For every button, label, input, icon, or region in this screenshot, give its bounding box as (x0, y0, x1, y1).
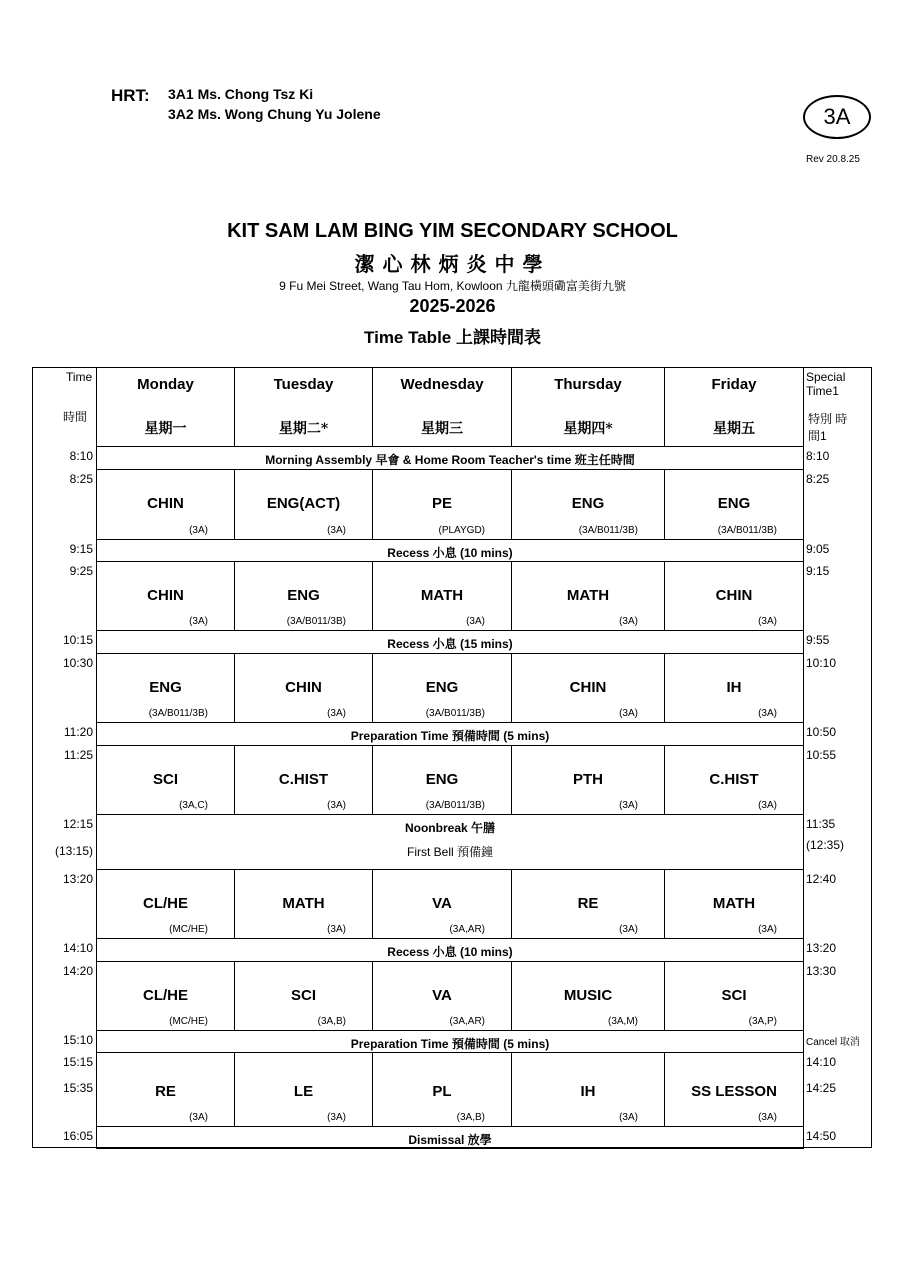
subject-name: MATH (712, 895, 756, 912)
day-name-en: Wednesday (400, 376, 484, 393)
subject-name: VA (432, 987, 452, 1004)
lesson-cell (96, 653, 235, 723)
noonbreak-band (96, 814, 804, 870)
row-time: 9:25 (69, 564, 93, 578)
lesson-cell (96, 561, 235, 631)
row-special-time: 13:20 (806, 941, 837, 955)
row-time-secondary: 15:35 (62, 1081, 93, 1095)
row-special-time: 9:15 (806, 564, 830, 578)
subject-name: SCI (290, 987, 316, 1004)
lesson-cell (664, 469, 804, 540)
subject-name: MUSIC (563, 987, 613, 1004)
subject-name: CL/HE (143, 895, 188, 912)
band-label: Recess 小息 (10 mins) (387, 945, 513, 959)
lesson-cell (372, 561, 512, 631)
subject-name: CHIN (569, 679, 607, 696)
subject-name: CL/HE (143, 987, 188, 1004)
school-address: 9 Fu Mei Street, Wang Tau Hom, Kowloon 九龍橫頭磡富美街九號 (279, 279, 626, 293)
room-code: (3A) (758, 708, 777, 719)
day-name-zh: 星期四* (563, 421, 613, 437)
row-special-time: Cancel 取消 (806, 1037, 860, 1048)
row-time-secondary: (13:15) (54, 844, 93, 858)
special-time-header-en: Special Time1 (806, 370, 846, 398)
room-code: (3A/B011/3B) (148, 708, 208, 719)
room-code: (3A) (327, 708, 346, 719)
break-band (96, 938, 804, 962)
room-code: (3A) (619, 924, 638, 935)
subject-name: VA (432, 895, 452, 912)
band-label: Morning Assembly 早會 & Home Room Teacher's time 班主任時間 (265, 453, 635, 467)
row-special-time: 8:10 (806, 449, 830, 463)
subject-name: C.HIST (709, 771, 759, 788)
subject-name: ENG (287, 587, 320, 604)
room-code: (3A) (189, 525, 208, 536)
room-code: (3A,M) (608, 1016, 638, 1027)
day-name-en: Thursday (554, 376, 622, 393)
row-time: 11:25 (63, 748, 93, 762)
school-name-zh: 潔心林炳炎中學 (354, 252, 551, 276)
row-special-time: 9:05 (806, 542, 830, 556)
lesson-cell (372, 1052, 512, 1127)
subject-name: MATH (566, 587, 610, 604)
day-header-monday (96, 367, 235, 447)
lesson-cell (372, 745, 512, 815)
row-time: 16:05 (62, 1129, 93, 1143)
lesson-cell (372, 961, 512, 1031)
row-special-time: 14:50 (806, 1129, 837, 1143)
lesson-cell (664, 961, 804, 1031)
room-code: (3A,AR) (449, 924, 485, 935)
lesson-cell (372, 869, 512, 939)
lesson-cell (96, 745, 235, 815)
subject-name: SCI (721, 987, 747, 1004)
lesson-cell (664, 561, 804, 631)
lesson-cell (511, 561, 665, 631)
row-time: 15:15 (62, 1055, 93, 1069)
subject-name: C.HIST (278, 771, 329, 788)
room-code: (3A) (189, 1112, 208, 1123)
subject-name: ENG (425, 679, 459, 696)
day-header-wednesday (372, 367, 512, 447)
room-code: (MC/HE) (169, 1016, 208, 1027)
lesson-cell (511, 745, 665, 815)
day-header-friday (664, 367, 804, 447)
day-name-en: Tuesday (273, 376, 334, 393)
subject-name: PL (432, 1083, 452, 1100)
day-name-zh: 星期二* (278, 421, 329, 437)
lesson-cell (96, 469, 235, 540)
lesson-cell (664, 1052, 804, 1127)
room-code: (PLAYGD) (438, 525, 485, 536)
day-name-en: Monday (137, 376, 194, 393)
row-special-time-secondary: 14:25 (806, 1081, 837, 1095)
row-special-time: 10:50 (806, 725, 837, 739)
room-code: (3A/B011/3B) (425, 800, 485, 811)
row-time: 14:20 (62, 964, 93, 978)
lesson-cell (234, 469, 373, 540)
lesson-cell (234, 869, 373, 939)
timetable-title: Time Table 上課時間表 (364, 328, 541, 347)
school-name-en: KIT SAM LAM BING YIM SECONDARY SCHOOL (227, 220, 678, 242)
lesson-cell (234, 745, 373, 815)
lesson-cell (234, 1052, 373, 1127)
subject-name: PE (431, 495, 452, 512)
band-label: Noonbreak 午膳 (404, 821, 495, 835)
day-name-zh: 星期一 (144, 421, 187, 437)
row-time: 8:10 (69, 449, 93, 463)
subject-name: MATH (420, 587, 464, 604)
room-code: (3A) (758, 800, 777, 811)
band-label: Preparation Time 預備時間 (5 mins) (350, 729, 550, 743)
room-code: (3A/B011/3B) (286, 616, 346, 627)
row-special-time: 13:30 (806, 964, 837, 978)
room-code: (3A,P) (748, 1016, 777, 1027)
day-name-zh: 星期三 (421, 421, 463, 437)
room-code: (3A) (619, 1112, 638, 1123)
row-special-time: 10:10 (806, 656, 837, 670)
room-code: (MC/HE) (169, 924, 208, 935)
special-time-header-zh: 特別 時間1 (808, 412, 848, 443)
room-code: (3A) (758, 924, 777, 935)
lesson-cell (511, 469, 665, 540)
class-badge: 3A (803, 95, 871, 139)
subject-name: CHIN (715, 587, 753, 604)
break-band (96, 1030, 804, 1053)
day-name-zh: 星期五 (713, 421, 755, 437)
lesson-cell (234, 653, 373, 723)
band-label: Recess 小息 (10 mins) (387, 545, 513, 560)
lesson-cell (511, 653, 665, 723)
day-header-tuesday (234, 367, 373, 447)
day-name-en: Friday (711, 376, 757, 393)
row-special-time: 9:55 (806, 633, 830, 647)
row-special-time: 11:35 (806, 817, 836, 831)
subject-name: ENG (425, 771, 459, 788)
row-time: 10:30 (62, 656, 93, 670)
row-time: 13:20 (62, 872, 93, 886)
row-time: 15:10 (62, 1033, 93, 1047)
subject-name: ENG (717, 495, 751, 512)
room-code: (3A) (189, 616, 208, 627)
row-special-time-secondary: (12:35) (806, 838, 845, 852)
hrt-label: HRT: (111, 86, 150, 105)
room-code: (3A,C) (179, 800, 208, 811)
break-band (96, 1126, 804, 1149)
subject-name: IH (726, 679, 742, 696)
lesson-cell (96, 961, 235, 1031)
subject-name: MATH (282, 895, 325, 912)
revision-label: Rev 20.8.25 (806, 154, 860, 165)
row-special-time: 8:25 (806, 472, 830, 486)
band-label: Preparation Time 預備時間 (5 mins) (350, 1036, 550, 1051)
lesson-cell (664, 869, 804, 939)
room-code: (3A) (758, 616, 777, 627)
break-band (96, 539, 804, 562)
subject-name: LE (293, 1083, 314, 1100)
room-code: (3A,B) (317, 1016, 346, 1027)
lesson-cell (372, 653, 512, 723)
row-time: 12:15 (62, 817, 93, 831)
room-code: (3A,B) (456, 1112, 485, 1123)
row-time: 11:20 (63, 725, 93, 739)
room-code: (3A) (327, 525, 346, 536)
lesson-cell (511, 961, 665, 1031)
subject-name: SS LESSON (691, 1083, 777, 1100)
row-time: 8:25 (69, 472, 93, 486)
lesson-cell (664, 653, 804, 723)
lesson-cell (664, 745, 804, 815)
room-code: (3A/B011/3B) (578, 525, 638, 536)
room-code: (3A) (466, 616, 485, 627)
room-code: (3A) (327, 924, 346, 935)
subject-name: RE (155, 1083, 176, 1100)
lesson-cell (372, 469, 512, 540)
school-year: 2025-2026 (409, 296, 496, 316)
room-code: (3A) (758, 1112, 777, 1123)
break-band (96, 446, 804, 470)
time-header-zh: 時間 (63, 410, 88, 424)
hrt-teacher-1: 3A1 Ms. Chong Tsz Ki (168, 86, 314, 102)
subject-name: RE (577, 895, 599, 912)
lesson-cell (511, 1052, 665, 1127)
band-label: Recess 小息 (15 mins) (387, 637, 513, 651)
break-band (96, 630, 804, 654)
band-sublabel: First Bell 預備鐘 (406, 845, 493, 859)
subject-name: CHIN (285, 679, 322, 696)
subject-name: CHIN (147, 495, 184, 512)
lesson-cell (96, 869, 235, 939)
time-header-en: Time (66, 370, 93, 384)
row-special-time: 10:55 (806, 748, 837, 762)
room-code: (3A/B011/3B) (425, 708, 485, 719)
subject-name: CHIN (147, 587, 184, 604)
row-special-time: 14:10 (806, 1055, 837, 1069)
subject-name: SCI (152, 771, 178, 788)
row-time: 10:15 (62, 633, 93, 647)
subject-name: IH (580, 1083, 596, 1100)
lesson-cell (234, 561, 373, 631)
subject-name: PTH (573, 771, 603, 788)
hrt-teacher-2: 3A2 Ms. Wong Chung Yu Jolene (168, 106, 381, 122)
room-code: (3A,AR) (449, 1016, 485, 1027)
room-code: (3A) (619, 616, 638, 627)
room-code: (3A) (327, 800, 346, 811)
subject-name: ENG(ACT) (266, 495, 341, 512)
lesson-cell (234, 961, 373, 1031)
lesson-cell (96, 1052, 235, 1127)
row-time: 9:15 (69, 542, 93, 556)
lesson-cell (511, 869, 665, 939)
room-code: (3A) (327, 1112, 346, 1123)
room-code: (3A/B011/3B) (717, 525, 777, 536)
day-header-thursday (511, 367, 665, 447)
break-band (96, 722, 804, 746)
room-code: (3A) (619, 800, 638, 811)
row-special-time: 12:40 (806, 872, 837, 886)
room-code: (3A) (619, 708, 638, 719)
subject-name: ENG (149, 679, 182, 696)
subject-name: ENG (571, 495, 605, 512)
band-label: Dismissal 放學 (408, 1132, 492, 1147)
row-time: 14:10 (62, 941, 93, 955)
